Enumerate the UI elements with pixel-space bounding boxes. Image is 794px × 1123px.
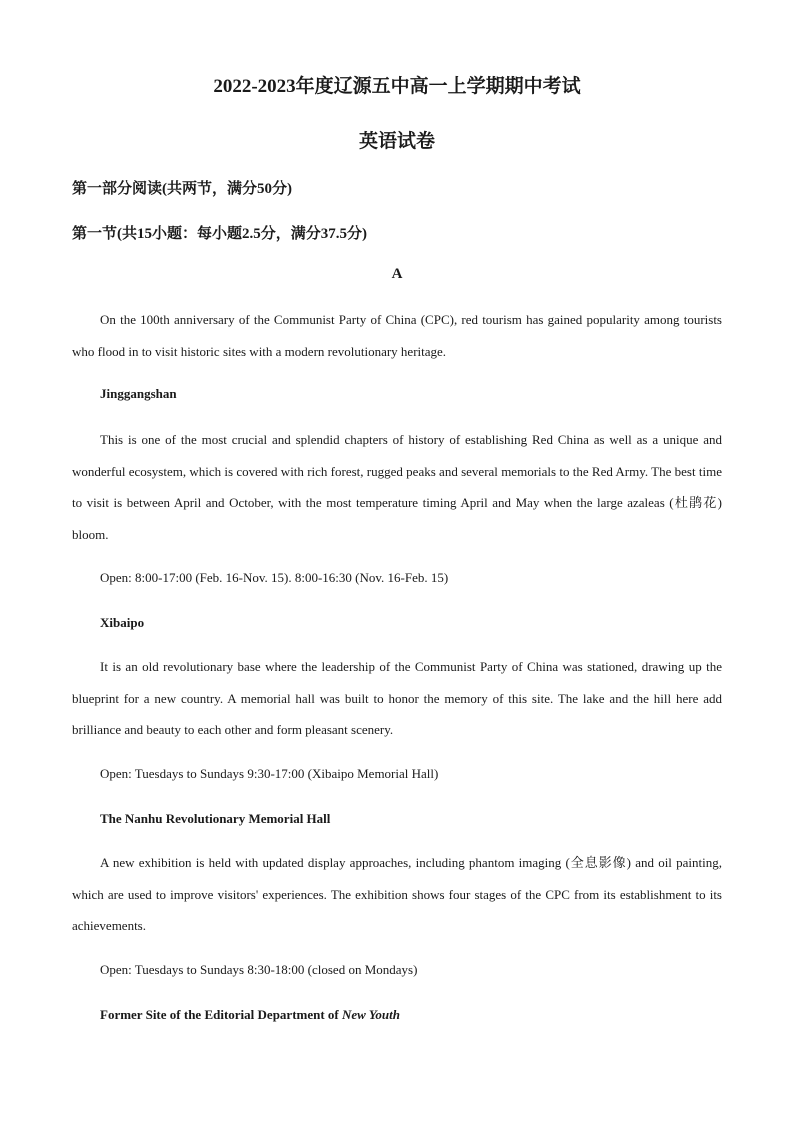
site-heading-nanhu: The Nanhu Revolutionary Memorial Hall [100,811,331,826]
passage-intro: On the 100th anniversary of the Communist Party of China (CPC), red tourism has gained popularity among tourists who flood in to visit historic sites with a modern revolutionary heritage. [72,312,722,359]
site-hours-nanhu: Open: Tuesdays to Sundays 8:30-18:00 (closed on Mondays) [100,962,418,977]
site-desc-nanhu: A new exhibition is held with updated display approaches, including phantom imaging (全息影像) and oil painting, which are used to improve visitors' experiences. The exhibition shows four stages of the CPC from its establishment to its achievements. [72,855,722,933]
site-heading-new-youth-italic: New Youth [342,1007,400,1022]
site-heading-xibaipo: Xibaipo [100,615,145,630]
site-desc-jinggangshan: This is one of the most crucial and splendid chapters of history of establishing Red China as well as a unique and wonderful ecosystem, which is covered with rich forest, rugged peaks and several memorials to the Red Army. The best time to visit is between April and October, with the most temperature timing April and May when the large azaleas (杜鹃花) bloom. [72,432,722,542]
site-hours-jinggangshan: Open: 8:00-17:00 (Feb. 16-Nov. 15). 8:00-16:30 (Nov. 16-Feb. 15) [100,570,449,585]
site-desc-xibaipo: It is an old revolutionary base where the leadership of the Communist Party of China was stationed, drawing up the blueprint for a new country. A memorial hall was built to honor the memory of this site. The lake and the hill here add brilliance and beauty to each other and form pleasant scenery. [72,659,722,737]
exam-subtitle: 英语试卷 [358,131,435,152]
passage-label: A [391,266,403,282]
site-hours-xibaipo: Open: Tuesdays to Sundays 9:30-17:00 (Xibaipo Memorial Hall) [100,766,439,781]
part-heading: 第一部分阅读(共两节，满分50分) [72,181,292,197]
site-heading-jinggangshan: Jinggangshan [100,386,177,401]
exam-title: 2022-2023年度辽源五中高一上学期期中考试 [213,76,581,97]
site-heading-new-youth-prefix: Former Site of the Editorial Department of [100,1007,343,1022]
section-heading: 第一节(共15小题：每小题2.5分，满分37.5分) [72,226,367,242]
site-heading-new-youth [100,1007,400,1023]
